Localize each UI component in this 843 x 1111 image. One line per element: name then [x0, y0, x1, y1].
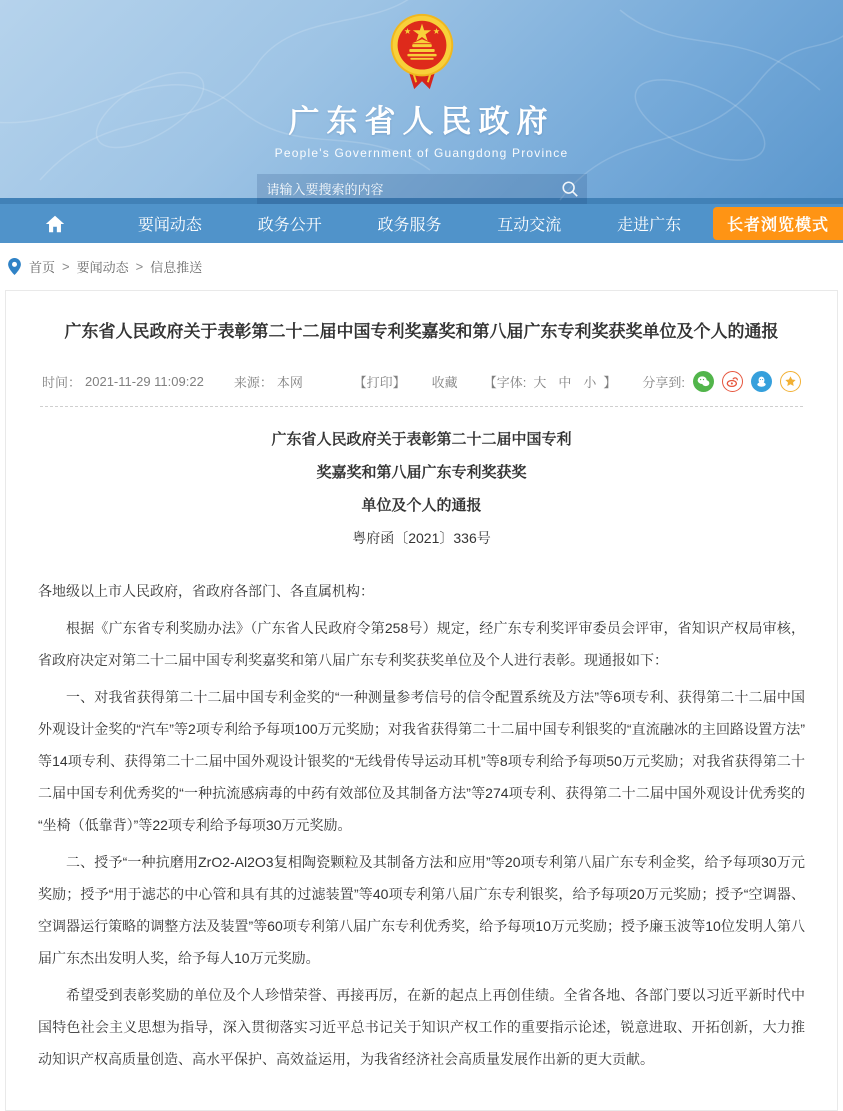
favorite-button[interactable]: 收藏 — [431, 375, 458, 390]
source-value: 本网 — [276, 375, 303, 390]
site-subtitle: People's Government of Guangdong Province — [274, 146, 569, 160]
location-pin-icon — [8, 258, 21, 275]
search-icon — [561, 180, 579, 198]
article-panel — [5, 290, 838, 1111]
elder-mode-button[interactable]: 长者浏览模式 — [713, 207, 843, 240]
font-size-medium[interactable]: 中 — [558, 375, 572, 390]
breadcrumb-separator: > — [135, 259, 144, 274]
source-label: 来源： — [233, 375, 273, 390]
time-value: 2021-11-29 11:09:22 — [85, 374, 204, 389]
time-label: 时间： — [42, 375, 82, 390]
doc-heading-line: 奖嘉奖和第八届广东专利奖获奖 — [316, 464, 527, 481]
search-input[interactable] — [257, 174, 553, 204]
weibo-share-icon[interactable] — [722, 371, 743, 392]
article-body — [38, 575, 805, 1075]
font-size-small[interactable]: 小 — [583, 375, 597, 390]
site-title: 广东省人民政府 — [288, 104, 555, 139]
dashed-divider — [40, 406, 803, 407]
breadcrumb-news[interactable]: 要闻动态 — [76, 260, 129, 275]
paragraph-guangdong-patent-awards: 二、授予“一种抗磨用ZrO2-Al2O3复相陶瓷颗粒及其制备方法和应用”等20项专利第八届广东专利金奖，给予每项30万元奖励；授予“用于滤芯的中心管和具有其的过滤装置”等40项专利第八届广东专利银奖，给予每项20万元奖励；授予“空调器、空调器运行策略的调整方法及装置”等60项专利第八届广东专利优秀奖，给予每项10万元奖励；授予廉玉波等10位发明人第八届广东杰出发明人奖，给予每人10万元奖励。 — [38, 854, 805, 966]
nav-item-gov-services[interactable]: 政务服务 — [377, 217, 442, 234]
wechat-share-icon[interactable] — [693, 371, 714, 392]
search-button[interactable] — [553, 174, 587, 204]
paragraph-closing: 希望受到表彰奖励的单位及个人珍惜荣誉、再接再厉，在新的起点上再创佳绩。全省各地、各部门要以习近平新时代中国特色社会主义思想为指导，深入贯彻落实习近平总书记关于知识产权工作的重要指示论述，锐意进取、开拓创新，大力推动知识产权高质量创造、高水平保护、高效益运用，为我省经济社会高质量发展作出新的更大贡献。 — [38, 987, 805, 1067]
doc-heading-line: 单位及个人的通报 — [361, 497, 482, 514]
nav-links — [110, 204, 709, 243]
national-emblem-icon — [388, 10, 456, 92]
qq-share-icon[interactable] — [751, 371, 772, 392]
article-title: 广东省人民政府关于表彰第二十二届中国专利奖嘉奖和第八届广东专利奖获奖单位及个人的通报 — [64, 322, 779, 341]
nav-home-button[interactable] — [0, 204, 110, 243]
share-group — [642, 371, 801, 392]
home-icon — [44, 213, 66, 235]
site-header — [0, 0, 843, 198]
print-button[interactable]: 【打印】 — [353, 375, 406, 390]
doc-heading-line: 广东省人民政府关于表彰第二十二届中国专利 — [271, 431, 572, 448]
font-size-control — [484, 372, 617, 391]
meta-left — [42, 372, 303, 391]
nav-item-news[interactable]: 要闻动态 — [137, 217, 202, 234]
breadcrumb-home[interactable]: 首页 — [29, 260, 56, 275]
paragraph-salutation: 各地级以上市人民政府，省政府各部门、各直属机构： — [38, 583, 374, 599]
nav-item-interaction[interactable]: 互动交流 — [497, 217, 562, 234]
font-label-close: 】 — [603, 375, 617, 390]
search-box — [257, 174, 587, 204]
doc-number: 粤府函〔2021〕336号 — [352, 530, 491, 546]
meta-right — [354, 371, 801, 392]
nav-item-gov-affairs[interactable]: 政务公开 — [257, 217, 322, 234]
font-size-large[interactable]: 大 — [533, 375, 547, 390]
paragraph-basis: 根据《广东省专利奖励办法》（广东省人民政府令第258号）规定，经广东专利奖评审委员会评审，省知识产权局审核，省政府决定对第二十二届中国专利奖嘉奖和第八届广东专利奖获奖单位及个人进行表彰。现通报如下： — [38, 620, 805, 668]
main-nav — [0, 198, 843, 243]
font-label-open: 【字体: — [483, 375, 527, 390]
nav-item-about-guangdong[interactable]: 走进广东 — [617, 217, 682, 234]
breadcrumb-separator: > — [62, 259, 70, 274]
article-meta — [38, 371, 805, 392]
breadcrumb — [0, 243, 843, 290]
breadcrumb-info-push[interactable]: 信息推送 — [150, 260, 203, 275]
paragraph-china-patent-awards: 一、对我省获得第二十二届中国专利金奖的“一种测量参考信号的信令配置系统及方法”等6项专利、获得第二十二届中国外观设计金奖的“汽车”等2项专利给予每项100万元奖励；对我省获得第二十二届中国专利银奖的“直流融冰的主回路设置方法”等14项专利、获得第二十二届中国外观设计银奖的“无线骨传导运动耳机”等8项专利给予每项50万元奖励；对我省获得第二十二届中国专利优秀奖的“一种抗流感病毒的中药有效部位及其制备方法”等274项专利、获得第二十二届中国外观设计优秀奖的“坐椅（低靠背）”等22项专利给予每项30万元奖励。 — [38, 689, 805, 833]
share-label: 分享到: — [642, 375, 685, 390]
favorite-star-icon[interactable] — [780, 371, 801, 392]
document-headings — [38, 423, 805, 555]
